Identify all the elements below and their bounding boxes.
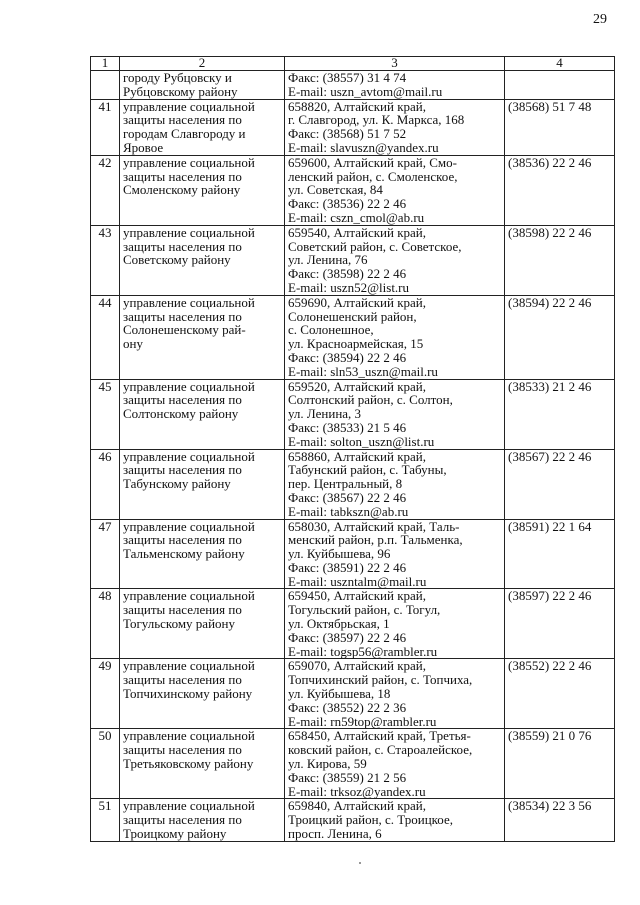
- table-row: [91, 225, 615, 295]
- address-contacts-line: Факс: (38567) 22 2 46: [288, 489, 407, 505]
- address-contacts-line: Факс: (38533) 21 5 46: [288, 419, 407, 435]
- institution-name-line: управление социальной: [123, 728, 255, 744]
- address-contacts-line: 659450, Алтайский край,: [288, 588, 426, 604]
- institution-name-line: управление социальной: [123, 588, 255, 604]
- address-contacts-line: Факс: (38594) 22 2 46: [288, 349, 407, 365]
- address-contacts-line: просп. Ленина, 6: [288, 826, 382, 842]
- institution-name-line: защиты населения по: [123, 112, 242, 128]
- address-contacts-cell: [285, 519, 505, 589]
- table-row: [91, 659, 615, 729]
- institution-name-line: Рубцовскому району: [123, 83, 238, 99]
- table-row: [91, 519, 615, 589]
- institution-name-line: управление социальной: [123, 294, 255, 310]
- address-contacts-cell: [285, 589, 505, 659]
- address-contacts-line: Факс: (38597) 22 2 46: [288, 629, 407, 645]
- column-number-2: 2: [120, 57, 285, 71]
- row-number: 44: [91, 295, 120, 379]
- address-contacts-line: ул. Октябрьская, 1: [288, 616, 390, 632]
- phone-number: [505, 71, 615, 100]
- phone-number: (38552) 22 2 46: [505, 659, 615, 729]
- institution-name-cell: [120, 99, 285, 155]
- row-number: 50: [91, 729, 120, 799]
- institution-name-line: Топчихинскому району: [123, 686, 253, 702]
- address-contacts-line: Табунский район, с. Табуны,: [288, 462, 447, 478]
- institution-name-line: защиты населения по: [123, 602, 242, 618]
- institution-name-cell: [120, 449, 285, 519]
- row-number: 42: [91, 155, 120, 225]
- column-number-3: 3: [285, 57, 505, 71]
- address-contacts-line: Солтонский район, с. Солтон,: [288, 392, 453, 408]
- address-contacts-line: ул. Куйбышева, 96: [288, 546, 391, 562]
- institution-name-line: Солонешенскому рай-: [123, 322, 246, 338]
- address-contacts-line: 658860, Алтайский край,: [288, 448, 426, 464]
- institution-name-line: защиты населения по: [123, 532, 242, 548]
- address-contacts-cell: [285, 449, 505, 519]
- address-contacts-line: с. Солонешное,: [288, 322, 374, 338]
- address-contacts-cell: [285, 799, 505, 841]
- table-row: [91, 295, 615, 379]
- institution-name-line: управление социальной: [123, 518, 255, 534]
- table-row: [91, 799, 615, 841]
- address-contacts-line: Тогульский район, с. Тогул,: [288, 602, 441, 618]
- institution-name-line: управление социальной: [123, 658, 255, 674]
- address-contacts-line: Топчихинский район, с. Топчиха,: [288, 672, 473, 688]
- address-contacts-line: 658030, Алтайский край, Таль-: [288, 518, 460, 534]
- address-contacts-line: E-mail: rn59top@rambler.ru: [288, 713, 437, 729]
- institution-name-line: управление социальной: [123, 98, 255, 114]
- phone-number: (38598) 22 2 46: [505, 225, 615, 295]
- institution-name-line: защиты населения по: [123, 308, 242, 324]
- address-contacts-line: E-mail: slavuszn@yandex.ru: [288, 139, 439, 155]
- institution-name-cell: [120, 519, 285, 589]
- address-contacts-line: ул. Куйбышева, 18: [288, 686, 391, 702]
- address-contacts-line: г. Славгород, ул. К. Маркса, 168: [288, 112, 465, 128]
- institution-name-cell: [120, 589, 285, 659]
- address-contacts-line: 659520, Алтайский край,: [288, 378, 426, 394]
- institution-name-line: защиты населения по: [123, 672, 242, 688]
- address-contacts-line: E-mail: uszntalm@mail.ru: [288, 573, 427, 589]
- institution-name-line: Троицкому району: [123, 826, 227, 842]
- row-number: 51: [91, 799, 120, 841]
- address-contacts-line: E-mail: cszn_cmol@ab.ru: [288, 209, 425, 225]
- address-contacts-cell: [285, 155, 505, 225]
- row-number: 43: [91, 225, 120, 295]
- table-row: [91, 589, 615, 659]
- phone-number: (38567) 22 2 46: [505, 449, 615, 519]
- address-contacts-line: 659840, Алтайский край,: [288, 798, 426, 814]
- address-contacts-line: Факс: (38552) 22 2 36: [288, 699, 407, 715]
- address-contacts-line: E-mail: tabkszn@ab.ru: [288, 503, 409, 519]
- phone-number: (38591) 22 1 64: [505, 519, 615, 589]
- address-contacts-cell: [285, 71, 505, 100]
- address-contacts-line: ковский район, с. Староалейское,: [288, 742, 473, 758]
- institution-name-cell: [120, 295, 285, 379]
- institution-name-line: Табунскому району: [123, 476, 231, 492]
- institution-name-line: Смоленскому району: [123, 182, 241, 198]
- address-contacts-cell: [285, 729, 505, 799]
- institution-name-line: защиты населения по: [123, 742, 242, 758]
- institution-name-line: Третьяковскому району: [123, 756, 254, 772]
- address-contacts-line: 659070, Алтайский край,: [288, 658, 426, 674]
- institution-name-line: управление социальной: [123, 798, 255, 814]
- phone-number: (38533) 21 2 46: [505, 379, 615, 449]
- row-number: [91, 71, 120, 100]
- institution-name-line: защиты населения по: [123, 392, 242, 408]
- phone-number: (38568) 51 7 48: [505, 99, 615, 155]
- address-contacts-cell: [285, 225, 505, 295]
- institution-name-line: Солтонскому району: [123, 406, 239, 422]
- phone-number: (38534) 22 3 56: [505, 799, 615, 841]
- address-contacts-line: E-mail: uszn52@list.ru: [288, 279, 410, 295]
- institution-name-line: Советскому району: [123, 252, 231, 268]
- address-contacts-line: ул. Ленина, 3: [288, 406, 362, 422]
- address-contacts-line: ул. Советская, 84: [288, 182, 383, 198]
- address-contacts-line: Факс: (38536) 22 2 46: [288, 196, 407, 212]
- institution-name-line: защиты населения по: [123, 812, 242, 828]
- address-contacts-line: ул. Красноармейская, 15: [288, 336, 424, 352]
- scan-speck: [359, 862, 361, 864]
- address-contacts-cell: [285, 99, 505, 155]
- address-contacts-line: ленский район, с. Смоленское,: [288, 168, 458, 184]
- address-contacts-line: 658820, Алтайский край,: [288, 98, 426, 114]
- table-row: [91, 99, 615, 155]
- address-contacts-cell: [285, 379, 505, 449]
- address-contacts-line: 659690, Алтайский край,: [288, 294, 426, 310]
- address-contacts-cell: [285, 295, 505, 379]
- institution-name-cell: [120, 659, 285, 729]
- address-contacts-line: E-mail: sln53_uszn@mail.ru: [288, 363, 438, 379]
- address-contacts-line: менский район, р.п. Тальменка,: [288, 532, 463, 548]
- institution-name-cell: [120, 155, 285, 225]
- phone-number: (38559) 21 0 76: [505, 729, 615, 799]
- column-number-4: 4: [505, 57, 615, 71]
- institution-name-line: ону: [123, 336, 143, 352]
- institution-name-cell: [120, 71, 285, 100]
- address-contacts-line: Факс: (38559) 21 2 56: [288, 769, 407, 785]
- address-contacts-line: Факс: (38598) 22 2 46: [288, 266, 407, 282]
- address-contacts-line: 659600, Алтайский край, Смо-: [288, 154, 457, 170]
- address-contacts-line: Факс: (38591) 22 2 46: [288, 559, 407, 575]
- institution-name-line: Тальменскому району: [123, 546, 245, 562]
- institution-name-cell: [120, 225, 285, 295]
- address-contacts-line: Советский район, с. Советское,: [288, 238, 462, 254]
- institution-name-line: управление социальной: [123, 378, 255, 394]
- address-contacts-line: ул. Ленина, 76: [288, 252, 368, 268]
- table-row: [91, 71, 615, 100]
- address-contacts-line: ул. Кирова, 59: [288, 756, 367, 772]
- institution-name-line: городам Славгороду и: [123, 126, 246, 142]
- phone-number: (38594) 22 2 46: [505, 295, 615, 379]
- table-body: [91, 71, 615, 842]
- address-contacts-line: 659540, Алтайский край,: [288, 224, 426, 240]
- address-contacts-line: E-mail: uszn_avtom@mail.ru: [288, 83, 443, 99]
- social-protection-directory-table: [90, 56, 615, 842]
- address-contacts-line: пер. Центральный, 8: [288, 476, 403, 492]
- row-number: 48: [91, 589, 120, 659]
- institution-name-line: управление социальной: [123, 154, 255, 170]
- row-number: 49: [91, 659, 120, 729]
- address-contacts-cell: [285, 659, 505, 729]
- row-number: 47: [91, 519, 120, 589]
- institution-name-line: защиты населения по: [123, 238, 242, 254]
- address-contacts-line: Троицкий район, с. Троицкое,: [288, 812, 453, 828]
- address-contacts-line: Факс: (38557) 31 4 74: [288, 70, 407, 85]
- institution-name-line: Яровое: [123, 139, 164, 155]
- institution-name-line: управление социальной: [123, 224, 255, 240]
- row-number: 46: [91, 449, 120, 519]
- institution-name-line: защиты населения по: [123, 462, 242, 478]
- column-number-1: 1: [91, 57, 120, 71]
- address-contacts-line: E-mail: togsp56@rambler.ru: [288, 643, 438, 659]
- row-number: 41: [91, 99, 120, 155]
- address-contacts-line: 658450, Алтайский край, Третья-: [288, 728, 471, 744]
- address-contacts-line: Солонешенский район,: [288, 308, 417, 324]
- institution-name-line: управление социальной: [123, 448, 255, 464]
- table-row: [91, 379, 615, 449]
- address-contacts-line: E-mail: trksoz@yandex.ru: [288, 783, 426, 799]
- institution-name-cell: [120, 729, 285, 799]
- institution-name-line: городу Рубцовску и: [123, 70, 232, 85]
- institution-name-line: Тогульскому району: [123, 616, 235, 632]
- page-number: 29: [593, 12, 607, 27]
- address-contacts-line: Факс: (38568) 51 7 52: [288, 126, 407, 142]
- institution-name-cell: [120, 799, 285, 841]
- column-number-header-row: [91, 57, 615, 71]
- institution-name-cell: [120, 379, 285, 449]
- row-number: 45: [91, 379, 120, 449]
- table-row: [91, 449, 615, 519]
- table-row: [91, 729, 615, 799]
- table-row: [91, 155, 615, 225]
- phone-number: (38536) 22 2 46: [505, 155, 615, 225]
- address-contacts-line: E-mail: solton_uszn@list.ru: [288, 433, 435, 449]
- phone-number: (38597) 22 2 46: [505, 589, 615, 659]
- institution-name-line: защиты населения по: [123, 168, 242, 184]
